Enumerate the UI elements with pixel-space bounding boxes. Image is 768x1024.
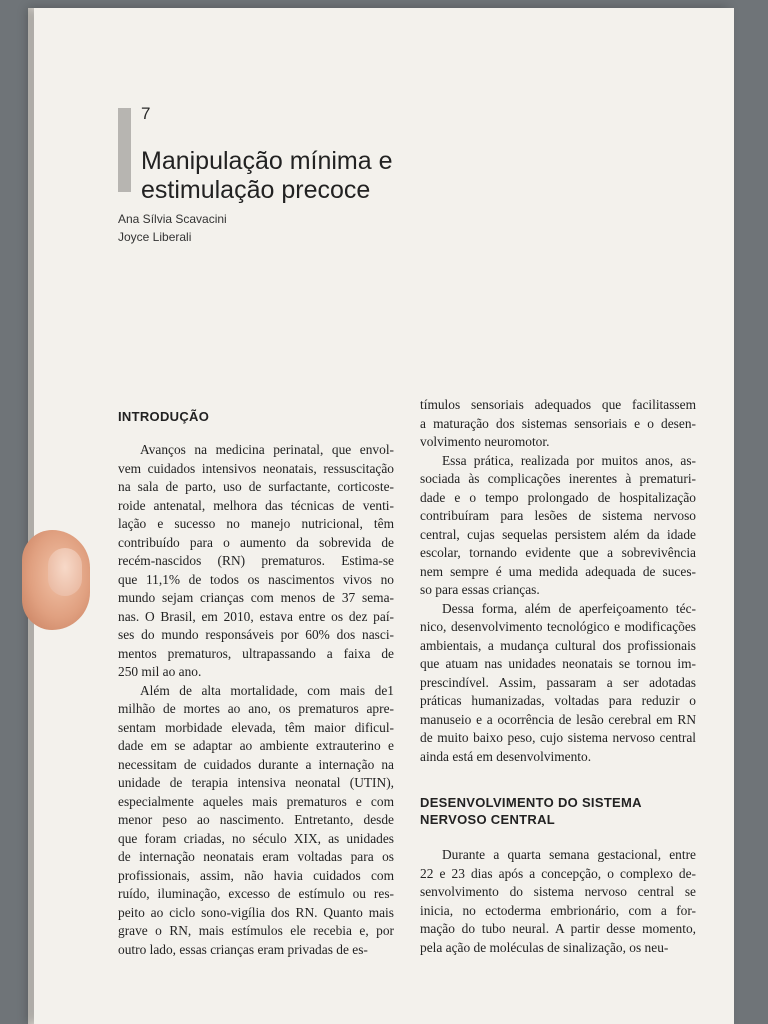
thumbnail <box>48 548 82 596</box>
text-line: que foram criadas, no século XIX, as unidades <box>118 830 394 846</box>
text-line: Avanços na medicina perinatal, que envol- <box>140 442 394 457</box>
text-line: inicia, no ectoderma embrionário, com a for- <box>420 902 696 918</box>
text-line: manuseio e a ocorrência de lesão cerebral em RN <box>420 711 696 727</box>
text-line: roide antenatal, melhora das técnicas de venti- <box>118 497 394 513</box>
text-line: prescindível. Assim, passaram a ser adotadas <box>420 674 696 690</box>
text-line: volvimento neuromotor. <box>420 434 550 449</box>
text-line: mentos prematuros, ultrapassando a faixa de <box>118 645 394 661</box>
text-line: pela ação de moléculas de sinalização, os neu- <box>420 939 669 955</box>
text-line: especialmente aqueles mais prematuros e com <box>118 793 394 809</box>
text-line: mundo sejam crianças com menos de 37 sema- <box>118 590 394 605</box>
text-line: que atuam nas unidades neonatais se tornou im- <box>420 656 696 671</box>
text-line: mação do tubo neural. A partir desse momento, <box>420 921 696 936</box>
left-column <box>118 408 394 959</box>
text-line: grave o RN, mais estímulos ele recebia e, por <box>118 923 394 938</box>
paragraph <box>118 441 394 682</box>
text-line: peito ao ciclo sono-vigília dos RN. Quanto mais <box>118 904 394 920</box>
text-line: so para essas crianças. <box>420 582 540 597</box>
chapter-accent-bar <box>118 108 131 192</box>
text-line: vem cuidados intensivos neonatais, ressuscitação <box>118 460 394 476</box>
chapter-title <box>141 147 441 205</box>
paragraph <box>420 396 696 452</box>
section-heading-line: NERVOSO CENTRAL <box>420 812 555 827</box>
text-line: milhão de mortes ao ano, os prematuros apre- <box>118 701 394 716</box>
text-line: tímulos sensoriais adequados que facilitassem <box>420 397 696 412</box>
text-line: ruído, iluminação, excesso de estímulo ou res- <box>118 886 394 901</box>
text-line: Dessa forma, além de aperfeiçoamento téc- <box>442 600 696 616</box>
text-line: profissionais, assim, não havia cuidados com <box>118 867 394 883</box>
text-line: sociada às complicações inerentes à prematuri- <box>420 471 696 486</box>
text-line: 22 e 23 dias após a concepção, o complexo de- <box>420 865 696 881</box>
text-line: 250 mil ao ano. <box>118 664 202 679</box>
text-line: dade em se adaptar ao ambiente extrauterino e <box>118 738 394 753</box>
text-line: nas. O Brasil, em 2010, estava entre os dez paí- <box>118 608 394 624</box>
text-line: outro lado, essas crianças eram privadas de es- <box>118 941 368 957</box>
section-heading-introducao: INTRODUÇÃO <box>118 409 210 424</box>
text-line: unidade de terapia intensiva neonatal (UTIN), <box>118 775 394 790</box>
text-line: lação e sucesso no manejo nutricional, têm <box>118 516 394 531</box>
text-line: na sala de parto, uso de surfactante, corticoste- <box>118 479 394 494</box>
text-line: recém-nascidos (RN) prematuros. Estima-se <box>118 553 394 568</box>
text-line: Durante a quarta semana gestacional, entre <box>442 847 696 862</box>
paragraph <box>420 846 696 957</box>
paragraph <box>420 600 696 767</box>
text-line: escolar, tornando evidente que a sobrevivência <box>420 545 696 560</box>
text-line: ambientais, a mudança cultural dos profissionais <box>420 637 696 653</box>
text-line: práticas humanizadas, voltadas para reduzir o <box>420 693 696 708</box>
text-line: necessitam de cuidados durante a internação na <box>118 756 394 772</box>
text-line: central, cujas sequelas persistem além da idade <box>420 526 696 542</box>
right-column <box>420 396 696 957</box>
text-line: a maturação dos sistemas sensoriais e o desen- <box>420 415 696 431</box>
paragraph <box>118 682 394 960</box>
section-heading-desenvolvimento <box>420 794 696 828</box>
text-line: nico, desenvolvimento tecnológico e modificações <box>420 619 696 634</box>
paragraph <box>420 452 696 600</box>
chapter-number: 7 <box>141 104 151 123</box>
text-line: dade e o tempo prolongado de hospitalização <box>420 489 696 505</box>
author-name: Ana Sílvia Scavacini <box>118 212 227 226</box>
text-line: que 11,1% de todos os nascimentos vivos no <box>118 571 394 587</box>
text-line: contribuído para o aumento da sobrevida de <box>118 534 394 550</box>
text-line: ainda está em desenvolvimento. <box>420 748 592 764</box>
text-line: menor peso ao nascimento. Entretanto, desde <box>118 812 394 827</box>
section-heading-line: DESENVOLVIMENTO DO SISTEMA <box>420 795 642 810</box>
author-name: Joyce Liberali <box>118 230 192 244</box>
chapter-title-line: Manipulação mínima e <box>141 146 393 175</box>
text-line: nem sempre é uma medida adequada de suces- <box>420 563 696 579</box>
text-line: de muito baixo peso, cujo sistema nervoso central <box>420 730 696 745</box>
text-line: sentam morbidade elevada, têm maior dificul- <box>118 719 394 735</box>
text-line: Essa prática, realizada por muitos anos, as- <box>442 452 696 468</box>
text-line: Além de alta mortalidade, com mais de1 <box>140 682 394 698</box>
authors <box>118 210 227 246</box>
text-line: ses do mundo responsáveis por 60% dos nasci- <box>118 627 394 642</box>
text-line: de internação neonatais eram voltadas para os <box>118 849 394 864</box>
text-line: senvolvimento do sistema nervoso central se <box>420 884 696 899</box>
text-line: contribuíram para lesões de sistema nervoso <box>420 508 696 523</box>
chapter-title-line: estimulação precoce <box>141 175 371 204</box>
